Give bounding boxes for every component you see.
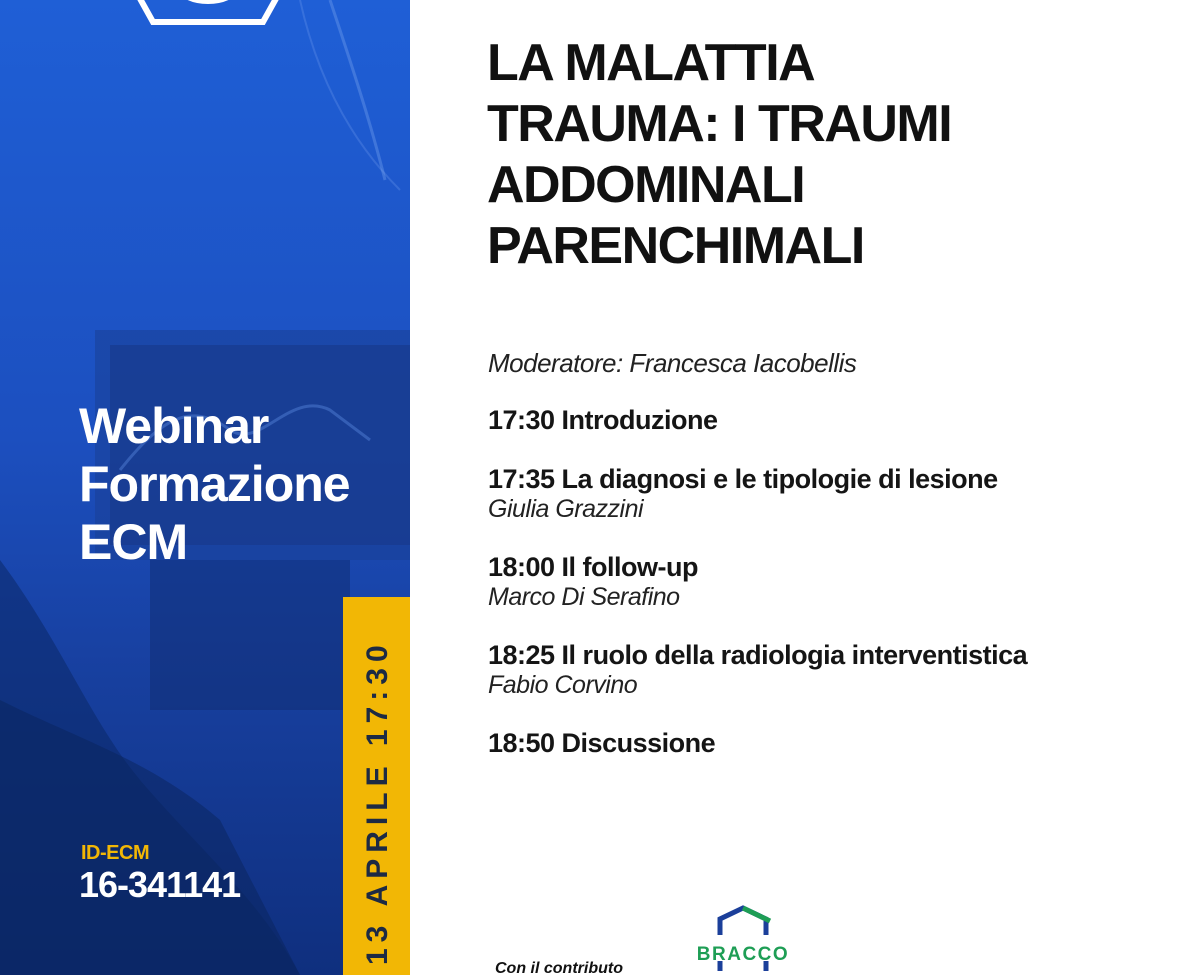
agenda-slot: 18:00 Il follow-up [488, 552, 699, 582]
agenda-speaker: Fabio Corvino [488, 671, 638, 699]
agenda-slot: 17:30 Introduzione [488, 405, 718, 435]
agenda-item [488, 463, 1168, 524]
agenda-slot: 18:50 Discussione [488, 728, 716, 758]
title-line: TRAUMA: I TRAUMI [487, 95, 952, 153]
event-date-time: 13 APRILE 17:30 [361, 639, 394, 965]
sponsor-caption: Con il contributo [495, 960, 623, 977]
moderator-line: Moderatore: Francesca Iacobellis [488, 348, 857, 378]
agenda-speaker: Giulia Grazzini [488, 495, 644, 523]
title-line: PARENCHIMALI [487, 217, 864, 275]
title-line: LA MALATTIA [487, 34, 815, 92]
id-ecm-label: ID-ECM [81, 842, 150, 864]
id-ecm-value: 16-341141 [79, 864, 241, 905]
webinar-line: Formazione [79, 456, 350, 512]
agenda-item [488, 639, 1168, 700]
event-title [487, 33, 1147, 277]
webinar-heading [79, 397, 399, 571]
agenda-slot: 17:35 La diagnosi e le tipologie di lesione [488, 464, 998, 494]
agenda-item [488, 727, 1168, 759]
bracco-brand-name: BRACCO [696, 944, 790, 965]
webinar-line: Webinar [79, 398, 269, 454]
title-line: ADDOMINALI [487, 156, 805, 214]
left-banner-panel [0, 0, 410, 975]
date-strip [343, 597, 410, 975]
agenda-item [488, 551, 1168, 612]
agenda-slot: 18:25 Il ruolo della radiologia interventistica [488, 640, 1028, 670]
webinar-line: ECM [79, 514, 188, 570]
agenda-item [488, 404, 1168, 436]
organization-logo-icon [128, 0, 288, 26]
agenda-list [488, 404, 1168, 786]
agenda-speaker: Marco Di Serafino [488, 583, 680, 611]
